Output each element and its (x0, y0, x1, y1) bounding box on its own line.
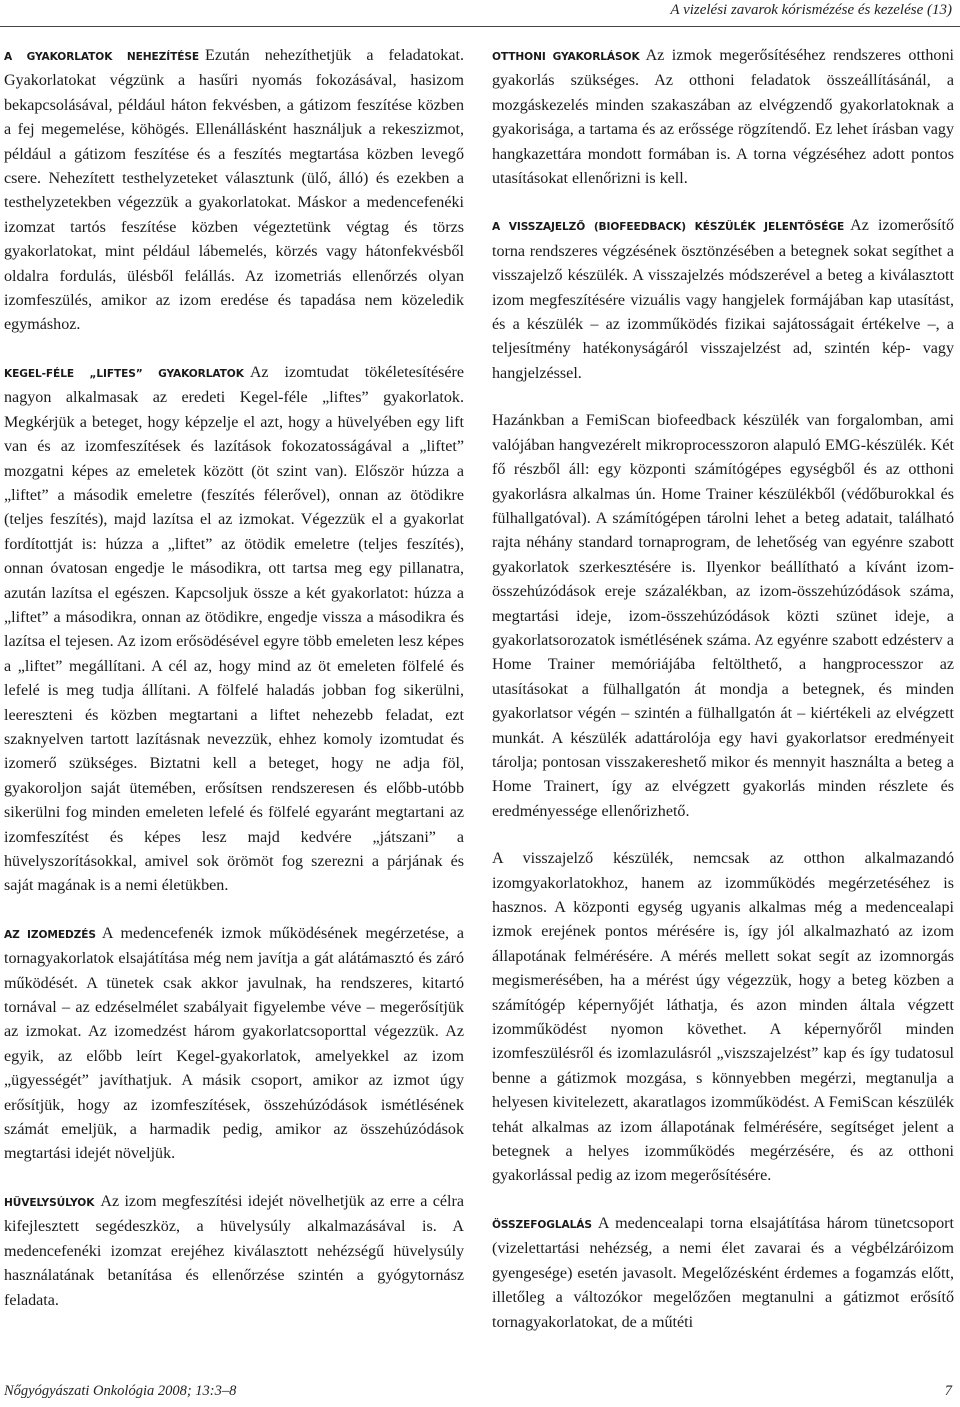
section-text: Az izomerősítő torna rendszeres végzésének ösztönzésében a betegnek sokat segíthet a visszajelző készülék. A visszajelzés módszerével a beteg a kiválasztott izom megfeszítésére vizuális vagy hangjelek formájában kap utasítást, és a készülék – az izomműködés fizikai sajátosságait értékelve –, a teljesítmény hatékonyságáról visszajelzést ad, szintén kép- vagy hangjelzéssel. (492, 217, 954, 382)
section-text: A medencealapi torna elsajátítása három tünetcsoport (vizelettartási nehézség, a nemi élet zavarai és a végbélzáróizom gyengesége) esetén javasolt. Megelőzésként érdemes a fogamzás előtt, illetőleg a változókor megelőzően megtanulni a gátizmot erősítő tornagyakorlatokat, de a műtéti (492, 1214, 954, 1331)
section-text: Az izmok megerősítéséhez rendszeres otthoni gyakorlás szükséges. Az otthoni feladatok összeállításánál, a mozgáskezelés minden szakaszában az elvégzendő gyakorlatoknak a gyakorisága, a tartama és az erőssége rögzítendő. Ez lehet írásban vagy hangkazettára mondott formában is. A torna végzéséhez adott pontos utasításokat ellenőrizni is kell. (492, 47, 954, 188)
section-text: A medencefenék izmok működésének megérzetése, a tornagyakorlatok elsajátítása még nem javítja a gát alátámasztó és záró működését. A tünetek csak akkor javulnak, ha rendszeres, kitartó tornával – az edzéselmélet szabályait figyelembe véve – megerősítjük az izmokat. Az izomedzést három gyakorlatcsoporttal végezzük. Az egyik, az előbb leírt Kegel-gyakorlatok, amelyekkel az izom „ügyességét” javíthatjuk. A másik csoport, amikor az izmot úgy erősítjük, hogy az izomfeszítések, összehúzódások ismétlésének számát emeljük, a harmadik pedig, amikor az összehúzódások megtartási idejét növeljük. (4, 924, 464, 1163)
section-heading: A GYAKORLATOK NEHEZÍTÉSE (4, 51, 200, 63)
section-osszefoglalas (492, 1212, 954, 1335)
section-heading: A VISSZAJELZŐ (BIOFEEDBACK) KÉSZÜLÉK JELENTŐSÉGE (492, 221, 845, 234)
paragraph-text: A visszajelző készülék, nemcsak az otthon alkalmazandó izomgyakorlatokhoz, hanem az izomműködés megérzetéséhez is hasznos. A központi egység ugyanis alkalmas még a medencealapi izmok erejének pontos mérésére is, így jól alkalmazható az izom állapotának felmérésére. A mérés mellett sokat segít az izomnorgás megismerésében, ha a mérést úgy végezzük, hogy a beteg közben a számítógép képernyőjét láthatja, és azon minden általa végzett izomműködést nyomon követhet. A képernyőről minden izomfeszülésről és izomlazulásról „viszszajelzést” kap és így tudatosul benne a gátizmok mozgása, s könnyebben megérzi, megtanulja a helyesen kivitelezett, akaratlagos izomműködést. A FemiScan készülék tehát alkalmas az izom állapotának felmérésére, segítséget jelent a betegnek a helyes izomműködés megérzésére, és az otthoni gyakorlással pedig az izom megerősítésére. (492, 850, 954, 1185)
section-nehezites (4, 44, 464, 338)
paragraph-text: Hazánkban a FemiScan biofeedback készülék van forgalomban, ami valójában hangvezérelt mikroprocesszoron alapuló EMG-készülék. Két fő részből áll: egy központi számítógépes egységből és az otthoni gyakorlásra alkalmas ún. Home Trainer készülékből (védőburokkal és fülhallgatóval). A számítógépen tárolni lehet a beteg adatait, található rajta néhány standard tornaprogram, de lehetőség van egyénre szabott gyakorlatok szerkesztésére is. Ilyenkor beállítható a kívánt izom-összehúzódások ereje százalékban, az izom-összehúzódások száma, megtartási ideje, izom-összehúzódások közti szünet ideje, a gyakorlatsorozatok ismétlésének száma. Az egyénre szabott edzésterv a Home Trainer memóriájába feltölthető, a hangprocesszor az utasításokat a fülhallgatón át mondja a betegnek, és minden gyakorlatsor végén – szintén a fülhallgatón át – kiértékeli az elvégzett munkát. A készülék adattárolója egy havi gyakorlatsor eredményeit tárolja; pontosan visszakereshető mikor és mennyit használta a beteg a Home Trainert, így az elvégzett gyakorlás minden részlete és eredményessége ellenőrizhető. (492, 412, 954, 820)
header-rule (0, 26, 960, 27)
running-title: A vizelési zavarok kórismézése és kezelése (13) (670, 2, 952, 18)
section-heading: ÖSSZEFOGLALÁS (492, 1218, 592, 1231)
left-column (4, 44, 464, 1336)
section-izomedzes (4, 922, 464, 1167)
page-number: 7 (944, 1383, 952, 1399)
section-heading: AZ IZOMEDZÉS (4, 928, 96, 941)
section-heading: OTTHONI GYAKORLÁSOK (492, 51, 640, 63)
journal-citation: Nőgyógyászati Onkológia 2008; 13:3–8 (4, 1383, 237, 1399)
section-biofeedback (492, 214, 954, 386)
section-text: Az izom megfeszítési idejét növelhetjük az erre a célra kifejlesztett segédeszköz, a hüvelysúly alkalmazásával is. A medencefenéki izomzat erejéhez kiválasztott nehézségű hüvelysúly használatának betanítása és ellenőrzése szintén a gyógytornász feladata. (4, 1192, 464, 1309)
section-text: Ezután nehezíthetjük a feladatokat. Gyakorlatokat végzünk a hasűri nyomás fokozásával, hasizom bekapcsolásával, például háton fekvésben, a gátizom feszítése közben a fej megemelése, köhögés. Ellenállásként használjuk a rekeszizmot, például a gátizom feszítése és a feszítés megtartása közben levegő csere. Nehezített testhelyzeteket választunk (ülő, álló) és ezekben a testhelyzetekben végezzük a gyakorlatokat. Máskor a medencefenéki izomzat tartós feszítése közben végeztetünk végtag és törzs gyakorlatokat, mint például lábemelés, körzés vagy hátonfekvésből oldalra fordulás, ülésből felállás. Az izometriás ellenőrzés olyan izomfeszülés, amikor az izom eredése és tapadása nem közeledik egymáshoz. (4, 47, 464, 334)
section-kegel (4, 361, 464, 899)
section-text: Az izomtudat tökéletesítésére nagyon alkalmasak az eredeti Kegel-féle „liftes” gyakorlatok. Megkérjük a beteget, hogy képzelje el azt, hogy a hüvelyében egy lift van és az izomfeszítések és lazítások fokozatosságával a „liftet” mozgatni képes az emeletek között (öt szint van). Először húzza a „liftet” a második emeletre (feszítés félerővel), onnan az ötödikre (teljes feszítés), majd lazítsa el az izmokat. Végezzük el a gyakorlat fordítottját is: húzza a „liftet” az ötödik emeletre (teljes feszítés), onnan óvatosan engedje le másodikra, ott tartsa meg egy pillanatra, azután lazítsa el egészen. Kapcsoljuk össze a két gyakorlatot: húzza a „liftet” a másodikra, onnan az ötödikre, engedje vissza a másodikra és lazítsa el tejesen. Az izom erősödésével egyre több emeleten lesz képes a „liftet” megállítani. A cél az, hogy mind az öt emeleten fölfelé és lefelé is meg tudja állítani. A fölfelé haladás jobban fog sikerülni, leereszteni és közben megtartani a liftet nehezebb feladat, ezt szaknyelven tartott lazításnak nevezzük, ehhez komoly izomtudat és izomerő szükséges. Biztatni kell a beteget, hogy ne adja föl, gyakoroljon saját ütemében, erősítsen rendszeresen és előbb-utóbb sikerülni fog minden emeleten lefelé és fölfelé egyaránt megtartani az izomfeszítést és képes lesz majd kedvére „játszani” a hüvelyszorításokkal, amivel sok örömöt fog szerezni a párjának és saját magának is a nemi életükben. (4, 363, 464, 895)
section-heading: HÜVELYSÚLYOK (4, 1196, 95, 1209)
section-huvelysulyok (4, 1190, 464, 1313)
paragraph-femiscan (492, 409, 954, 824)
paragraph-visszajelzo (492, 847, 954, 1189)
section-heading: KEGEL-FÉLE „LIFTES” GYAKORLATOK (4, 367, 244, 380)
section-otthoni (492, 44, 954, 191)
right-column (492, 44, 954, 1358)
